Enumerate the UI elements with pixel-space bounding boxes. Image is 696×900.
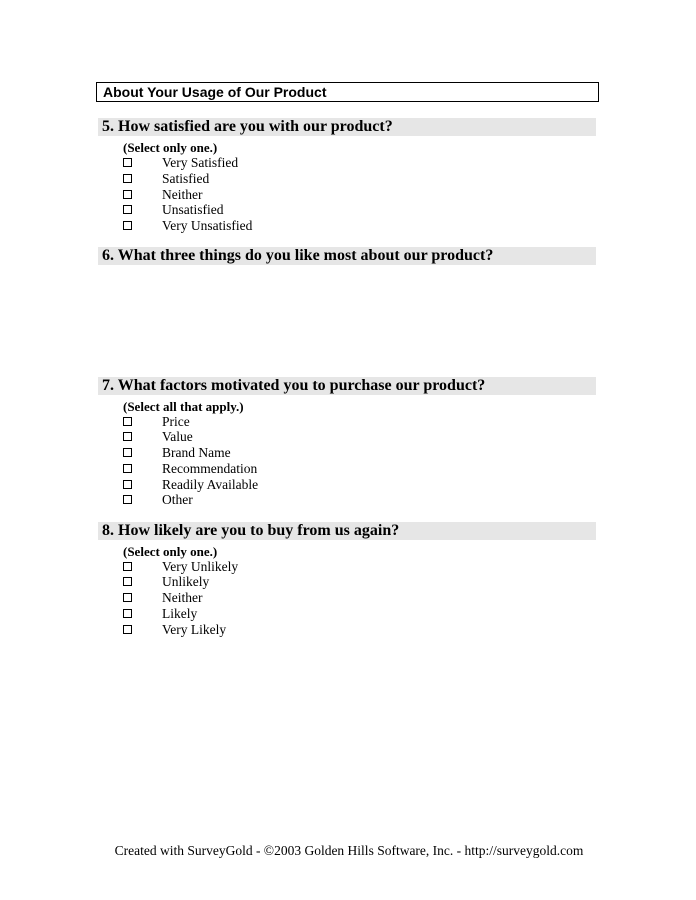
- option-label: Very Unsatisfied: [162, 218, 253, 233]
- option-label: Unsatisfied: [162, 202, 224, 217]
- checkbox[interactable]: [123, 205, 132, 214]
- checkbox[interactable]: [123, 609, 132, 618]
- option-label: Satisfied: [162, 171, 210, 186]
- option-label: Very Unlikely: [162, 559, 239, 574]
- checkbox[interactable]: [123, 448, 132, 457]
- q8-option-neither[interactable]: [123, 590, 423, 606]
- option-label: Price: [162, 414, 190, 429]
- option-label: Very Satisfied: [162, 155, 239, 170]
- checkbox[interactable]: [123, 480, 132, 489]
- q7-option-value[interactable]: [123, 429, 423, 445]
- option-label: Value: [162, 429, 193, 444]
- checkbox[interactable]: [123, 174, 132, 183]
- q8-option-likely[interactable]: [123, 606, 423, 622]
- checkbox[interactable]: [123, 221, 132, 230]
- question-7-title: 7. What factors motivated you to purchase our product?: [98, 377, 596, 395]
- checkbox[interactable]: [123, 625, 132, 634]
- option-label: Very Likely: [162, 622, 227, 637]
- q7-option-price[interactable]: [123, 414, 423, 430]
- question-8-title: 8. How likely are you to buy from us again?: [98, 522, 596, 540]
- checkbox[interactable]: [123, 432, 132, 441]
- question-8-instruction: (Select only one.): [123, 544, 218, 559]
- footer-credit: Created with SurveyGold - ©2003 Golden Hills Software, Inc. - http://surveygold.com: [114, 843, 584, 858]
- option-label: Brand Name: [162, 445, 231, 460]
- option-label: Neither: [162, 590, 203, 605]
- checkbox[interactable]: [123, 562, 132, 571]
- q8-option-unlikely[interactable]: [123, 574, 423, 590]
- option-label: Neither: [162, 187, 203, 202]
- section-header: About Your Usage of Our Product: [96, 82, 599, 102]
- question-5-instruction: (Select only one.): [123, 140, 218, 155]
- checkbox[interactable]: [123, 158, 132, 167]
- question-5-title: 5. How satisfied are you with our product?: [98, 118, 596, 136]
- option-label: Unlikely: [162, 574, 210, 589]
- option-label: Readily Available: [162, 477, 259, 492]
- question-7-instruction: (Select all that apply.): [123, 399, 244, 414]
- q7-option-other[interactable]: [123, 492, 423, 508]
- checkbox[interactable]: [123, 495, 132, 504]
- q5-option-satisfied[interactable]: [123, 171, 423, 187]
- q5-option-neither[interactable]: [123, 187, 423, 203]
- checkbox[interactable]: [123, 190, 132, 199]
- checkbox[interactable]: [123, 417, 132, 426]
- checkbox[interactable]: [123, 577, 132, 586]
- option-label: Likely: [162, 606, 198, 621]
- q7-option-readily-available[interactable]: [123, 477, 423, 493]
- option-label: Recommendation: [162, 461, 258, 476]
- q8-option-very-likely[interactable]: [123, 622, 423, 638]
- option-label: Other: [162, 492, 193, 507]
- q7-option-brand-name[interactable]: [123, 445, 423, 461]
- checkbox[interactable]: [123, 593, 132, 602]
- q5-option-very-satisfied[interactable]: [123, 155, 423, 171]
- checkbox[interactable]: [123, 464, 132, 473]
- q5-option-very-unsatisfied[interactable]: [123, 218, 423, 234]
- question-6-title: 6. What three things do you like most about our product?: [98, 247, 596, 265]
- q5-option-unsatisfied[interactable]: [123, 202, 423, 218]
- q7-option-recommendation[interactable]: [123, 461, 423, 477]
- q8-option-very-unlikely[interactable]: [123, 559, 423, 575]
